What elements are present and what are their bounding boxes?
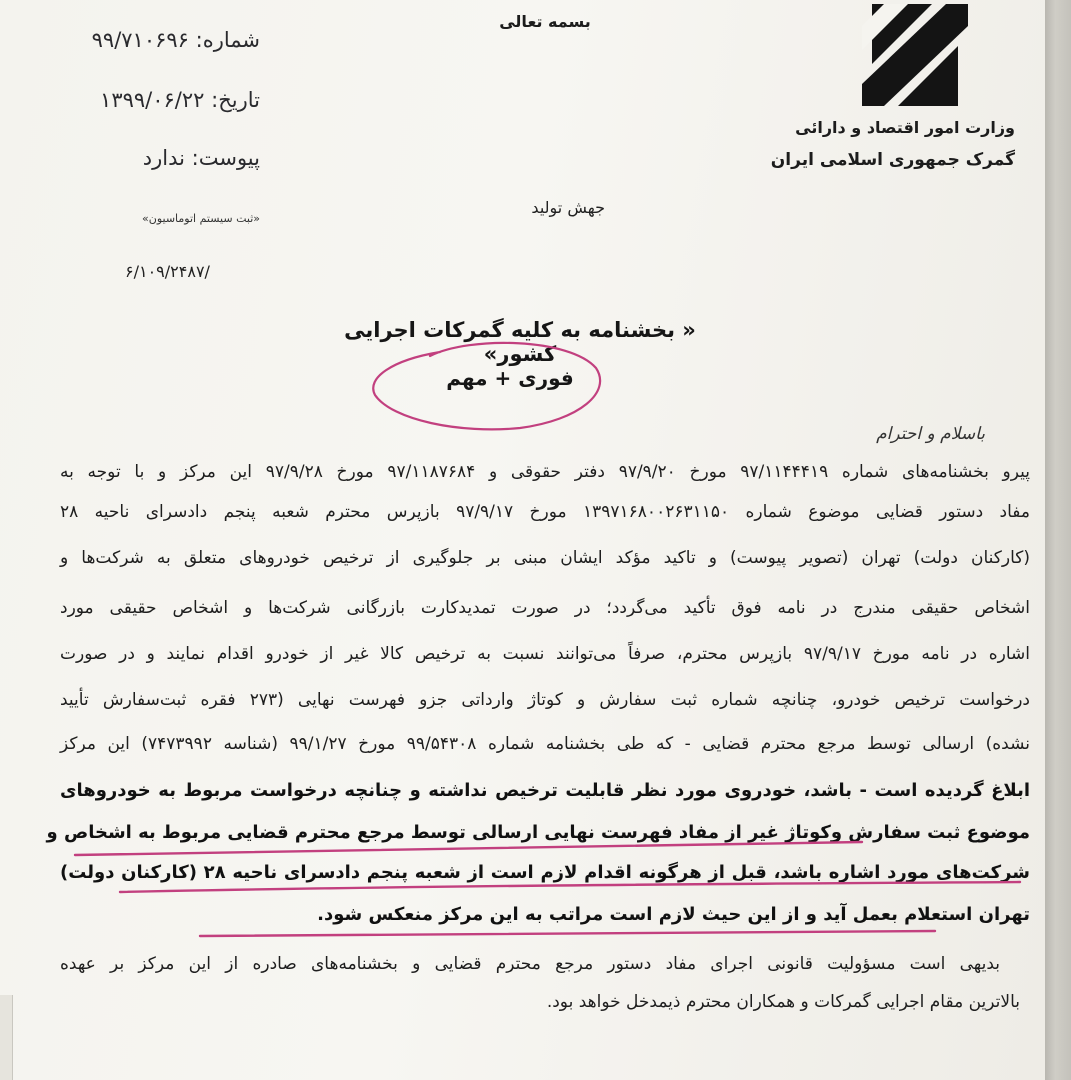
body-line-12: بدیهی است مسؤولیت قانونی اجرای مفاد دستور مرجع محترم قضایی و بخشنامه‌های صادره از این مرکز بر عهده [60, 954, 1000, 974]
body-line-7: نشده) ارسالی توسط مرجع محترم قضایی - که طی بخشنامه شماره ۹۹/۵۴۳۰۸ مورخ ۹۹/۱/۲۷ (شناسه ۷۴۷۳۹۹۲) این مرکز [60, 734, 1030, 754]
date-value: ۱۳۹۹/۰۶/۲۲ [100, 88, 205, 112]
body-line-9: موضوع ثبت سفارش وکوتاژ غیر از مفاد فهرست نهایی ارسالی توسط مرجع محترم قضایی مربوط به اشخاص و [46, 822, 1030, 843]
letter-attachment [70, 146, 260, 170]
reference-number: ۶/۱۰۹/۲۴۸۷/ [125, 262, 210, 281]
underline-3 [200, 931, 935, 936]
ministry-name: وزارت امور اقتصاد و دارائی [795, 118, 1015, 137]
customs-name: گمرک جمهوری اسلامی ایران [770, 150, 1015, 170]
letter-date [70, 88, 260, 112]
body-line-5: اشاره در نامه مورخ ۹۷/۹/۱۷ بازپرس محترم، صرفاً می‌توانند نسبت به ترخیص کالا غیر از خودرو اقدام نمایند و در صورت [60, 644, 1030, 664]
body-line-13: بالاترین مقام اجرایی گمرکات و همکاران محترم ذیمدخل خواهد بود. [546, 992, 1020, 1012]
underline-1 [75, 842, 862, 855]
basmala: بسمه تعالی [499, 12, 591, 31]
urgent-label: فوری + مهم [446, 366, 574, 390]
letter-number [70, 28, 260, 52]
number-value: ۹۹/۷۱۰۶۹۶ [91, 28, 189, 52]
body-line-1: پیرو بخشنامه‌های شماره ۹۷/۱۱۴۴۴۱۹ مورخ ۹۷/۹/۲۰ دفتر حقوقی و ۹۷/۱۱۸۷۶۸۴ مورخ ۹۷/۹/۲۸ این مرکز و با توجه به [60, 462, 1030, 482]
body-line-3: (کارکنان دولت) تهران (تصویر پیوست) و تاکید مؤکد ایشان مبنی بر جلوگیری از ترخیص خودروهای متعلق به شرکت‌ها و [60, 548, 1030, 568]
date-label: تاریخ: [211, 88, 260, 112]
attachment-value: ندارد [142, 146, 185, 170]
body-line-4: اشخاص حقیقی مندرج در نامه فوق تأکید می‌گردد؛ در صورت تمدیدکارت بازرگانی شرکت‌ها و اشخاص حقیقی مورد [60, 598, 1030, 618]
attachment-label: پیوست: [191, 146, 260, 170]
number-label: شماره: [195, 28, 260, 52]
recipient: جهش تولید [531, 198, 605, 217]
body-line-11: تهران استعلام بعمل آید و از این حیث لازم است مراتب به این مرکز منعکس شود. [317, 904, 1030, 925]
greeting: باسلام و احترام [876, 424, 985, 444]
body-line-8: ابلاغ گردیده است - باشد، خودروی مورد نظر قابلیت ترخیص نداشته و چنانچه درخواست مربوط به خودروهای [60, 780, 1030, 801]
underline-2 [120, 882, 1020, 892]
paper-fold [0, 995, 13, 1080]
body-line-6: درخواست ترخیص خودرو، چنانچه شماره ثبت سفارش و کوتاژ وارداتی جزو فهرست نهایی (۲۷۳ فقره ثبت‌سفارش تأیید [60, 690, 1030, 710]
circular-title: « بخشنامه به کلیه گمرکات اجرایی کشور» [344, 318, 696, 366]
body-line-10: شرکت‌های مورد اشاره باشد، قبل از هرگونه اقدام لازم است از شعبه پنجم دادسرای ناحیه ۲۸ (کارکنان دولت) [60, 862, 1030, 883]
customs-logo-icon [862, 4, 968, 106]
desk-edge [1045, 0, 1071, 1080]
registration-note: «ثبت سیستم اتوماسیون» [142, 212, 260, 225]
body-line-2: مفاد دستور قضایی موضوع شماره ۱۳۹۷۱۶۸۰۰۲۶۳۱۱۵۰ مورخ ۹۷/۹/۱۷ بازپرس محترم شعبه پنجم دادسرای ناحیه ۲۸ [60, 502, 1030, 522]
